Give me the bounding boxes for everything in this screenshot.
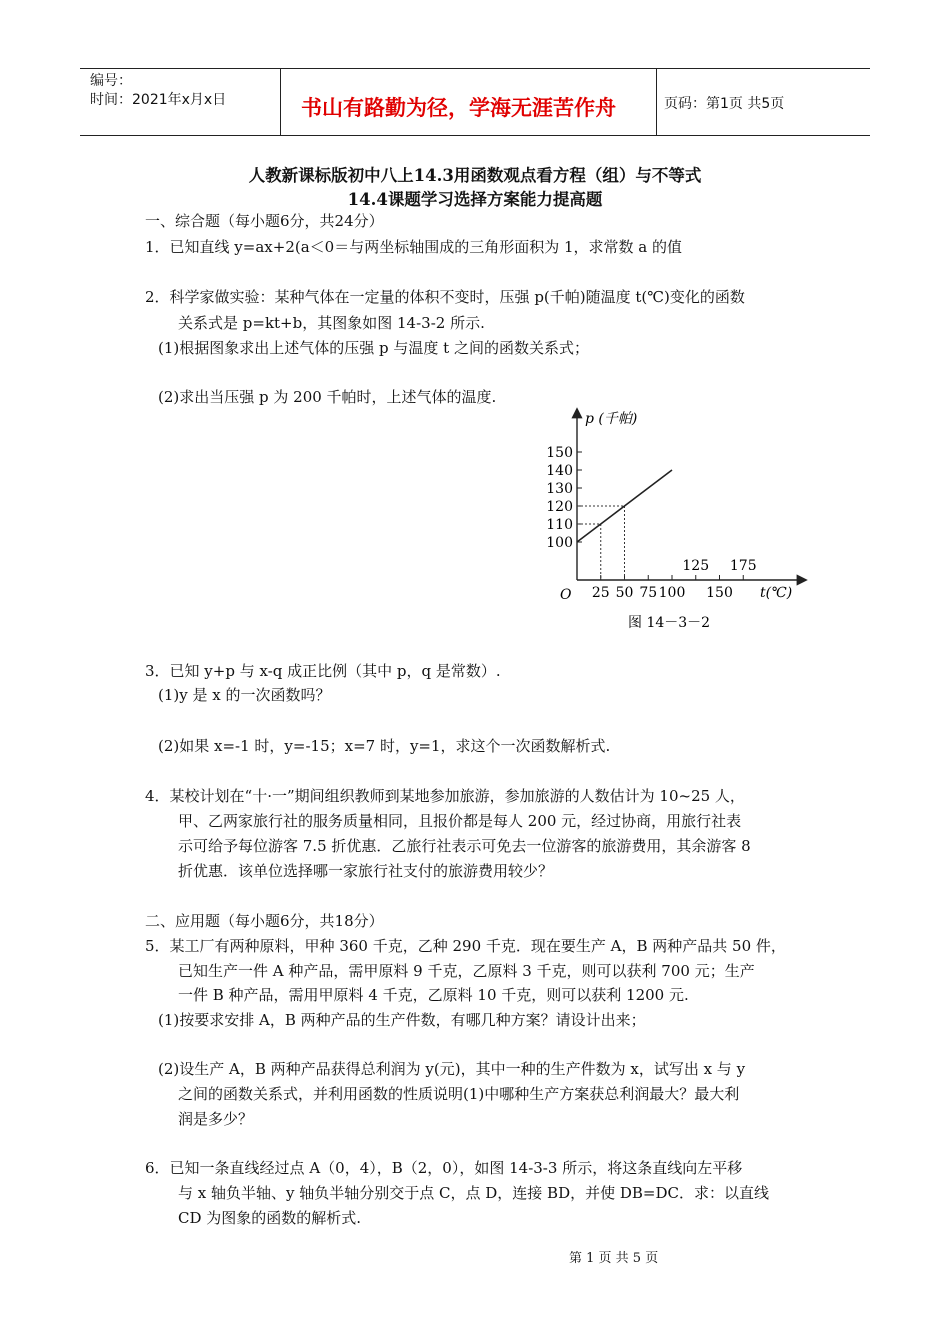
header-top-rule xyxy=(80,68,870,69)
header-page-label: 页码：第1页 共5页 xyxy=(664,96,785,112)
y-tick-label: 150 xyxy=(546,445,573,461)
page-title-line2: 14.4课题学习选择方案能力提高题 xyxy=(347,190,603,209)
figure-14-3-2-chart xyxy=(530,400,830,640)
x-tick-label: 125 xyxy=(682,558,710,574)
y-tick-label: 120 xyxy=(546,499,573,515)
y-tick-label: 100 xyxy=(546,535,573,551)
problem-5-subq-1: (1)按要求安排 A，B 两种产品的生产件数，有哪几种方案？请设计出来； xyxy=(158,1011,646,1029)
header-divider-right xyxy=(656,68,657,136)
page-title-line1: 人教新课标版初中八上14.3用函数观点看方程（组）与不等式 xyxy=(248,166,702,185)
x-tick-label: 75 xyxy=(639,585,658,601)
header-bottom-rule xyxy=(80,135,870,136)
header-motto: 书山有路勤为径，学海无涯苦作舟 xyxy=(301,96,616,120)
problem-5-subq-2-cont: 之间的函数关系式，并利用函数的性质说明(1)中哪种生产方案获总利润最大？最大利 xyxy=(178,1085,740,1103)
problem-2-subq-2: (2)求出当压强 p 为 200 千帕时，上述气体的温度. xyxy=(158,388,497,406)
problem-5-line: 一件 B 种产品，需用甲原料 4 千克，乙原料 10 千克，则可以获利 1200 元. xyxy=(178,986,689,1004)
problem-2-line: 关系式是 p=kt+b，其图象如图 14-3-2 所示. xyxy=(178,314,485,332)
section-heading-comprehensive: 一、综合题（每小题6分，共24分） xyxy=(145,212,384,230)
problem-4-line: 甲、乙两家旅行社的服务质量相同，且报价都是每人 200 元，经过协商，用旅行社表 xyxy=(178,812,742,830)
page-footer: 第 1 页 共 5 页 xyxy=(569,1251,659,1266)
figure-caption: 图 14－3－2 xyxy=(628,615,711,631)
origin-label: O xyxy=(560,587,572,603)
section-heading-application: 二、应用题（每小题6分，共18分） xyxy=(145,912,384,930)
problem-4-line: 折优惠．该单位选择哪一家旅行社支付的旅游费用较少？ xyxy=(178,862,554,880)
problem-6-line: 6．已知一条直线经过点 A（0，4），B（2，0），如图 14-3-3 所示，将这条直线向左平移 xyxy=(145,1159,743,1177)
problem-4-line: 4．某校计划在“十·一”期间组织教师到某地参加旅游，参加旅游的人数估计为 10~25 人， xyxy=(145,787,745,805)
problem-5-subq-2-cont: 润是多少？ xyxy=(178,1110,254,1128)
x-tick-label: 25 xyxy=(591,585,610,601)
problem-1-line: 1．已知直线 y=ax+2(a＜0＝与两坐标轴围成的三角形面积为 1，求常数 a 的值 xyxy=(145,238,682,256)
y-tick-label: 140 xyxy=(546,463,573,479)
problem-5-line: 已知生产一件 A 种产品，需甲原料 9 千克，乙原料 3 千克，则可以获利 700 元；生产 xyxy=(178,962,755,980)
problem-5-subq-2: (2)设生产 A，B 两种产品获得总利润为 y(元)，其中一种的生产件数为 x，试写出 x 与 y xyxy=(158,1060,746,1078)
problem-3-subq-1: (1)y 是 x 的一次函数吗？ xyxy=(158,686,331,704)
problem-3-line: 3．已知 y+p 与 x-q 成正比例（其中 p，q 是常数）. xyxy=(145,662,501,680)
x-axis-label: t(℃) xyxy=(760,585,793,601)
problem-4-line: 示可给予每位游客 7.5 折优惠．乙旅行社表示可免去一位游客的旅游费用，其余游客 8 xyxy=(178,837,751,855)
y-tick-label: 110 xyxy=(546,517,573,533)
y-tick-label: 130 xyxy=(546,481,573,497)
x-tick-label: 100 xyxy=(658,585,686,601)
problem-2-subq-1: (1)根据图象求出上述气体的压强 p 与温度 t 之间的函数关系式； xyxy=(158,339,589,357)
x-tick-label: 150 xyxy=(706,585,733,601)
x-tick-label: 175 xyxy=(729,558,757,574)
problem-3-subq-2: (2)如果 x=-1 时，y=-15；x=7 时，y=1，求这个一次函数解析式. xyxy=(158,737,611,755)
x-tick-label: 50 xyxy=(615,585,634,601)
problem-6-line: CD 为图象的函数的解析式. xyxy=(178,1209,362,1227)
header-divider-left xyxy=(280,68,281,136)
y-axis-label: p (千帕) xyxy=(585,411,638,427)
problem-5-line: 5．某工厂有两种原料，甲种 360 千克，乙种 290 千克．现在要生产 A，B 两种产品共 50 件， xyxy=(145,937,786,955)
header-number-label: 编号： xyxy=(90,73,132,89)
problem-6-line: 与 x 轴负半轴、y 轴负半轴分别交于点 C，点 D，连接 BD，并使 DB=DC．求：以直线 xyxy=(178,1184,769,1202)
problem-2-line: 2．科学家做实验：某种气体在一定量的体积不变时，压强 p(千帕)随温度 t(℃)变化的函数 xyxy=(145,288,745,306)
header-time-label: 时间：2021年x月x日 xyxy=(90,92,227,108)
